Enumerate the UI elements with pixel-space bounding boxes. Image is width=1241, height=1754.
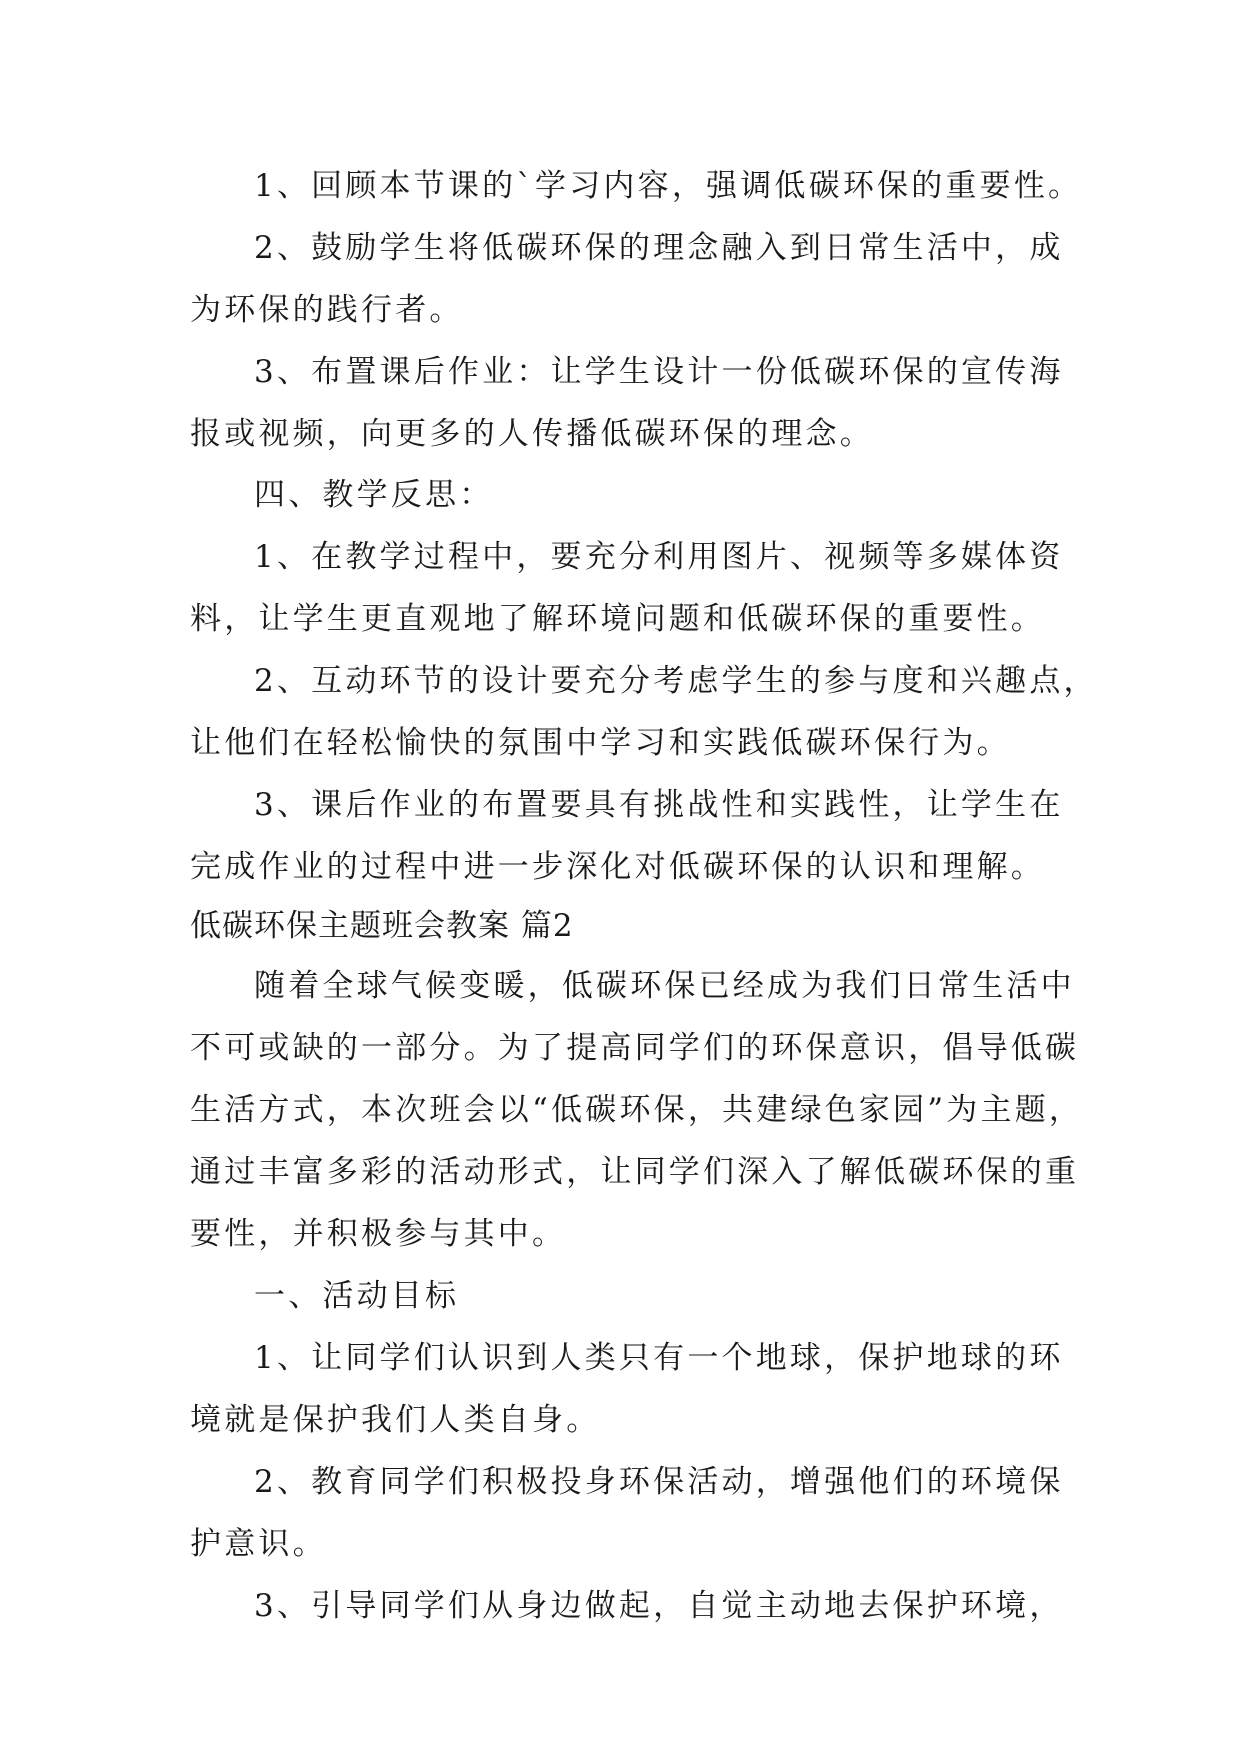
paragraph-line: 为环保的践行者。: [190, 292, 464, 328]
paragraph-line: 3、课后作业的布置要具有挑战性和实践性，让学生在: [254, 787, 1064, 823]
paragraph-line: 2、互动环节的设计要充分考虑学生的参与度和兴趣点，: [254, 663, 1098, 699]
paragraph-line: 3、引导同学们从身边做起，自觉主动地去保护环境，: [254, 1588, 1064, 1624]
paragraph-line: 生活方式，本次班会以“低碳环保，共建绿色家园”为主题，: [190, 1092, 1084, 1128]
paragraph-line: 随着全球气候变暖，低碳环保已经成为我们日常生活中: [254, 968, 1075, 1004]
paragraph-line: 要性，并积极参与其中。: [190, 1216, 567, 1252]
paragraph-line: 境就是保护我们人类自身。: [190, 1402, 601, 1438]
paragraph-line: 报或视频，向更多的人传播低碳环保的理念。: [190, 416, 874, 452]
paragraph-line: 不可或缺的一部分。为了提高同学们的环保意识，倡导低碳: [190, 1030, 1080, 1066]
paragraph-line: 让他们在轻松愉快的氛围中学习和实践低碳环保行为。: [190, 725, 1011, 761]
document-title: 低碳环保主题班会教案 篇2: [190, 908, 574, 944]
paragraph-line: 料，让学生更直观地了解环境问题和低碳环保的重要性。: [190, 601, 1045, 637]
section-heading: 四、教学反思：: [254, 477, 494, 513]
paragraph-line: 2、教育同学们积极投身环保活动，增强他们的环境保: [254, 1464, 1064, 1500]
paragraph-line: 1、在教学过程中，要充分利用图片、视频等多媒体资: [254, 539, 1064, 575]
paragraph-line: 3、布置课后作业：让学生设计一份低碳环保的宣传海: [254, 354, 1064, 390]
paragraph-line: 1、让同学们认识到人类只有一个地球，保护地球的环: [254, 1340, 1064, 1376]
paragraph-line: 1、回顾本节课的`学习内容，强调低碳环保的重要性。: [254, 168, 1083, 204]
paragraph-line: 护意识。: [190, 1526, 327, 1562]
section-heading: 一、活动目标: [254, 1278, 460, 1314]
paragraph-line: 2、鼓励学生将低碳环保的理念融入到日常生活中，成: [254, 230, 1064, 266]
paragraph-line: 完成作业的过程中进一步深化对低碳环保的认识和理解。: [190, 849, 1045, 885]
paragraph-line: 通过丰富多彩的活动形式，让同学们深入了解低碳环保的重: [190, 1154, 1080, 1190]
